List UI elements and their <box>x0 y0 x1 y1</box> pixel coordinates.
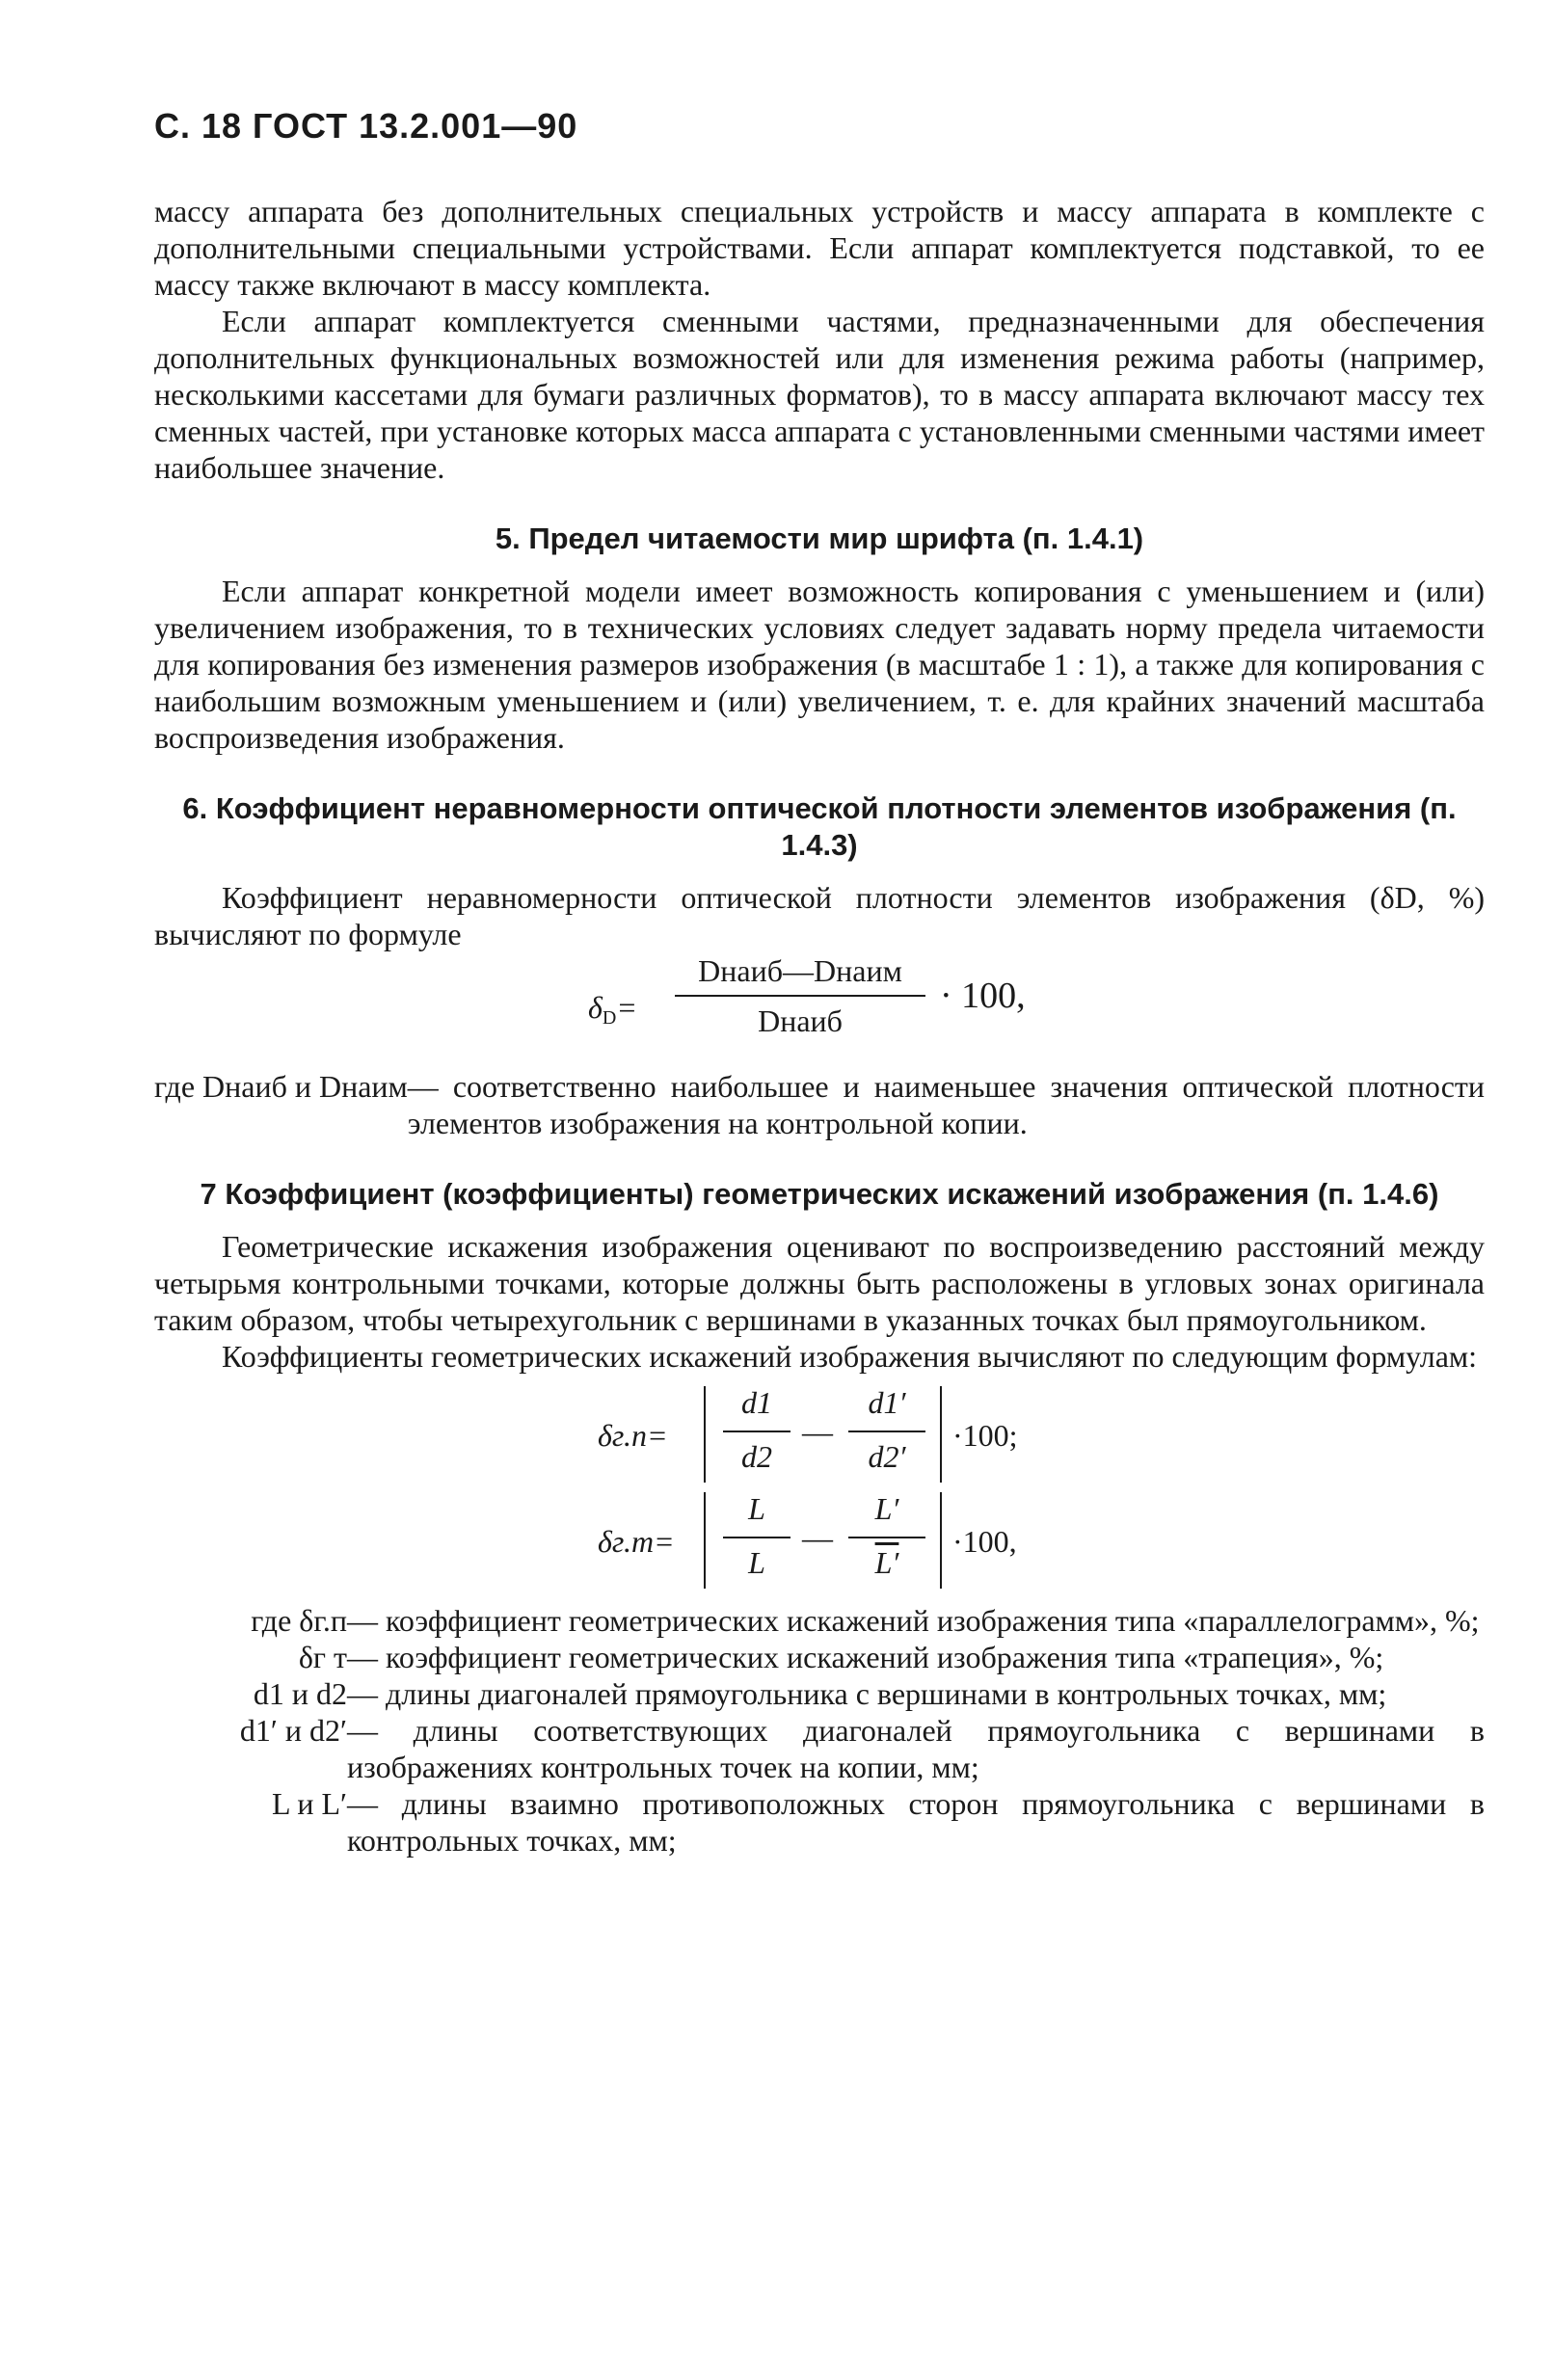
formula-tail: ·100; <box>952 1418 1018 1453</box>
section-6-definitions <box>154 1068 1485 1141</box>
fraction-a-num: d1 <box>741 1385 772 1420</box>
minus-sign: — <box>802 1414 833 1449</box>
formula-multiplier: · 100, <box>940 976 1026 1016</box>
fraction-line <box>848 1537 925 1538</box>
minus-sign: — <box>802 1520 833 1555</box>
fraction-line <box>723 1537 790 1538</box>
definition-term: L и L′ <box>271 1786 347 1821</box>
section-7-heading: 7 Коэффициент (коэффициенты) геометрических искажений изображения (п. 1.4.6) <box>200 1177 1439 1211</box>
section-7-text-1: Геометрические искажения изображения оценивают по воспроизведению расстояний между четырьмя контрольными точками, которые должны быть расположены в угловых зонах оригинала таким образом, чтобы четырехугольник с вершинами в указанных точках был прямоугольником. <box>154 1229 1485 1337</box>
formula-lhs: $\delta_D=$ <box>588 990 637 1029</box>
fraction-line <box>723 1431 790 1432</box>
formula-trapezoid <box>154 1490 1485 1596</box>
definition-desc: — длины диагоналей прямоугольника с вершинами в контрольных точках, мм; <box>347 1676 1387 1711</box>
definition-term: d1 и d2 <box>253 1676 347 1711</box>
section-6-heading: 6. Коэффициент неравномерности оптической плотности элементов изображения (п. 1.4.3) <box>182 791 1457 862</box>
definition-term: где δг.п <box>251 1603 347 1638</box>
definition-desc: — длины соответствующих диагоналей прямоугольника с вершинами в изображениях контрольных точек на копии, мм; <box>347 1713 1485 1784</box>
definition-row <box>154 1068 1485 1141</box>
abs-bar-right <box>940 1492 942 1589</box>
abs-bar-right <box>940 1386 942 1483</box>
formula-tail: ·100, <box>952 1524 1017 1559</box>
fraction-b-den: L′ <box>874 1545 899 1580</box>
fraction-line <box>848 1431 925 1432</box>
paragraph-continuation: массу аппарата без дополнительных специальных устройств и массу аппарата в комплекте с дополнительными специальными устройствами. Если аппарат комплектуется подставкой, то ее массу также включают в массу комплекта. <box>154 194 1485 302</box>
section-5-heading: 5. Предел читаемости мир шрифта (п. 1.4.1) <box>495 521 1144 555</box>
definition-row <box>154 1785 1485 1859</box>
definition-term: где Dнаиб и Dнаим <box>154 1069 408 1104</box>
definition-row <box>154 1602 1485 1639</box>
formula-denominator: Dнаиб <box>758 1003 843 1038</box>
fraction-b-num: d1′ <box>868 1385 906 1420</box>
fraction-a-den: L <box>748 1545 765 1580</box>
abs-bar-left <box>704 1386 706 1483</box>
definition-desc: — длины взаимно противоположных сторон прямоугольника с вершинами в контрольных точках, мм; <box>347 1786 1485 1858</box>
definition-row <box>154 1675 1485 1712</box>
section-6-text: Коэффициент неравномерности оптической плотности элементов изображения (δD, %) вычисляют по формуле <box>154 880 1485 951</box>
definition-desc: — коэффициент геометрических искажений изображения типа «трапеция», %; <box>347 1640 1384 1674</box>
formula-density-coefficient <box>154 952 1485 1068</box>
definition-row <box>154 1712 1485 1785</box>
fraction-b-den: d2′ <box>868 1439 906 1474</box>
page-header: С. 18 ГОСТ 13.2.001—90 <box>154 106 578 146</box>
fraction-a-den: d2 <box>741 1439 772 1474</box>
formula-lhs: δг.т= <box>598 1524 675 1559</box>
section-7-definitions <box>154 1602 1485 1859</box>
fraction-line <box>675 995 925 997</box>
fraction-a-num: L <box>748 1491 765 1526</box>
formula-parallelogram <box>154 1384 1485 1490</box>
definition-desc: — коэффициент геометрических искажений изображения типа «параллелограмм», %; <box>347 1603 1480 1638</box>
paragraph-replaceable-parts: Если аппарат комплектуется сменными частями, предназначенными для обеспечения дополнительных функциональных возможностей или для изменения режима работы (например, несколькими кассетами для бумаги различных форматов), то в массу аппарата включают массу тех сменных частей, при установке которых масса аппарата с установленными сменными частями имеет наибольшее значение. <box>154 304 1485 485</box>
definition-row <box>154 1639 1485 1675</box>
formula-numerator: Dнаиб—Dнаим <box>698 953 902 988</box>
section-7-text-2: Коэффициенты геометрических искажений изображения вычисляют по следующим формулам: <box>222 1339 1478 1374</box>
definition-desc: — соответственно наибольшее и наименьшее значения оптической плотности элементов изображения на контрольной копии. <box>407 1069 1485 1140</box>
fraction-b-num: L′ <box>874 1491 899 1526</box>
definition-term: δг т <box>298 1640 347 1674</box>
document-body <box>154 193 1485 1859</box>
abs-bar-left <box>704 1492 706 1589</box>
section-5-text: Если аппарат конкретной модели имеет возможность копирования с уменьшением и (или) увеличением изображения, то в технических условиях следует задавать норму предела читаемости для копирования без изменения размеров изображения (в масштабе 1 : 1), а также для копирования с наибольшим возможным уменьшением и (или) увеличением, т. е. для крайних значений масштаба воспроизведения изображения. <box>154 574 1485 755</box>
formula-lhs: δг.п= <box>598 1418 668 1453</box>
definition-term: d1′ и d2′ <box>239 1713 347 1748</box>
